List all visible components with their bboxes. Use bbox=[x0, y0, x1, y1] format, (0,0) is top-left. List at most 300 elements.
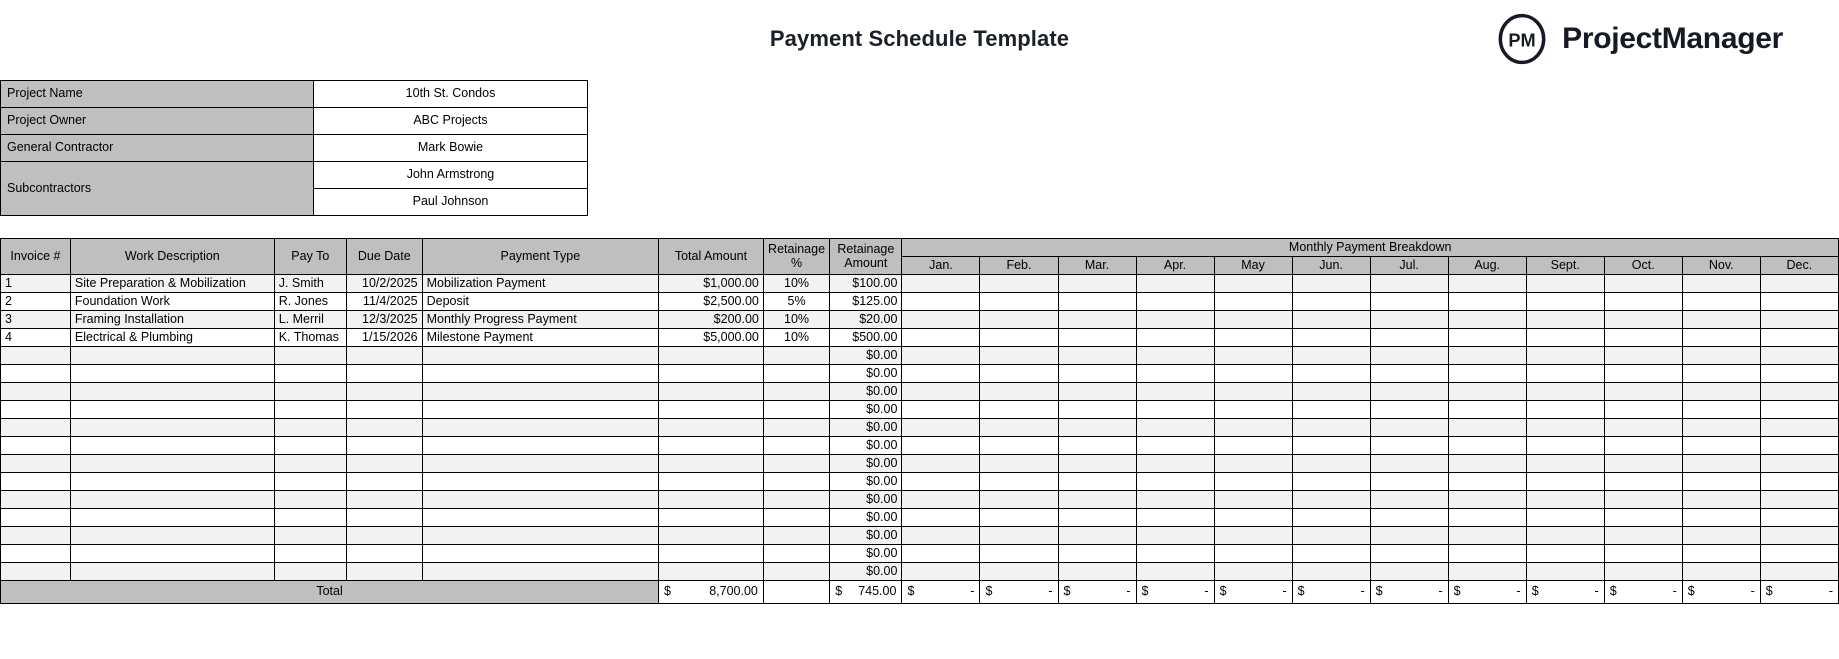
monthly-payment-cell[interactable] bbox=[1292, 491, 1370, 509]
monthly-payment-cell[interactable] bbox=[902, 365, 980, 383]
total-amount-cell[interactable] bbox=[659, 545, 764, 563]
monthly-payment-cell[interactable] bbox=[1682, 437, 1760, 455]
monthly-payment-cell[interactable] bbox=[1526, 329, 1604, 347]
monthly-payment-cell[interactable] bbox=[1136, 419, 1214, 437]
monthly-payment-cell[interactable] bbox=[1370, 419, 1448, 437]
monthly-payment-cell[interactable] bbox=[1526, 545, 1604, 563]
due-date-cell[interactable] bbox=[346, 527, 422, 545]
monthly-payment-cell[interactable] bbox=[902, 473, 980, 491]
retainage-percent-cell[interactable]: 10% bbox=[763, 311, 829, 329]
monthly-payment-cell[interactable] bbox=[1448, 401, 1526, 419]
monthly-payment-cell[interactable] bbox=[1136, 365, 1214, 383]
total-amount-cell[interactable] bbox=[659, 491, 764, 509]
monthly-payment-cell[interactable] bbox=[1292, 563, 1370, 581]
payment-type-cell[interactable]: Milestone Payment bbox=[422, 329, 658, 347]
monthly-payment-cell[interactable] bbox=[1214, 545, 1292, 563]
monthly-payment-cell[interactable] bbox=[1214, 311, 1292, 329]
total-amount-cell[interactable]: $200.00 bbox=[659, 311, 764, 329]
monthly-payment-cell[interactable] bbox=[1292, 293, 1370, 311]
monthly-payment-cell[interactable] bbox=[1682, 293, 1760, 311]
payment-type-cell[interactable] bbox=[422, 509, 658, 527]
retainage-percent-cell[interactable] bbox=[763, 383, 829, 401]
monthly-payment-cell[interactable] bbox=[1136, 545, 1214, 563]
retainage-amount-cell[interactable]: $0.00 bbox=[830, 563, 902, 581]
monthly-payment-cell[interactable] bbox=[980, 365, 1058, 383]
monthly-payment-cell[interactable] bbox=[1526, 383, 1604, 401]
monthly-payment-cell[interactable] bbox=[1604, 401, 1682, 419]
monthly-payment-cell[interactable] bbox=[1058, 509, 1136, 527]
invoice-cell[interactable] bbox=[1, 347, 71, 365]
monthly-payment-cell[interactable] bbox=[1292, 401, 1370, 419]
monthly-payment-cell[interactable] bbox=[1760, 311, 1838, 329]
due-date-cell[interactable]: 10/2/2025 bbox=[346, 275, 422, 293]
work-description-cell[interactable] bbox=[70, 509, 274, 527]
due-date-cell[interactable] bbox=[346, 365, 422, 383]
monthly-payment-cell[interactable] bbox=[1292, 365, 1370, 383]
payment-type-cell[interactable] bbox=[422, 563, 658, 581]
retainage-percent-cell[interactable] bbox=[763, 491, 829, 509]
monthly-payment-cell[interactable] bbox=[1604, 491, 1682, 509]
monthly-payment-cell[interactable] bbox=[1526, 293, 1604, 311]
pay-to-cell[interactable] bbox=[274, 491, 346, 509]
monthly-payment-cell[interactable] bbox=[1136, 473, 1214, 491]
monthly-payment-cell[interactable] bbox=[1760, 473, 1838, 491]
monthly-payment-cell[interactable] bbox=[1760, 437, 1838, 455]
monthly-payment-cell[interactable] bbox=[1214, 455, 1292, 473]
monthly-payment-cell[interactable] bbox=[980, 545, 1058, 563]
monthly-payment-cell[interactable] bbox=[980, 491, 1058, 509]
total-amount-cell[interactable] bbox=[659, 401, 764, 419]
monthly-payment-cell[interactable] bbox=[1370, 347, 1448, 365]
monthly-payment-cell[interactable] bbox=[1370, 545, 1448, 563]
monthly-payment-cell[interactable] bbox=[1058, 293, 1136, 311]
invoice-cell[interactable]: 2 bbox=[1, 293, 71, 311]
pay-to-cell[interactable]: J. Smith bbox=[274, 275, 346, 293]
monthly-payment-cell[interactable] bbox=[902, 491, 980, 509]
monthly-payment-cell[interactable] bbox=[1292, 509, 1370, 527]
work-description-cell[interactable] bbox=[70, 491, 274, 509]
pay-to-cell[interactable] bbox=[274, 383, 346, 401]
monthly-payment-cell[interactable] bbox=[1292, 527, 1370, 545]
monthly-payment-cell[interactable] bbox=[1058, 329, 1136, 347]
pay-to-cell[interactable]: L. Merril bbox=[274, 311, 346, 329]
monthly-payment-cell[interactable] bbox=[902, 383, 980, 401]
monthly-payment-cell[interactable] bbox=[902, 545, 980, 563]
due-date-cell[interactable] bbox=[346, 509, 422, 527]
monthly-payment-cell[interactable] bbox=[1682, 455, 1760, 473]
total-amount-cell[interactable] bbox=[659, 509, 764, 527]
invoice-cell[interactable] bbox=[1, 401, 71, 419]
monthly-payment-cell[interactable] bbox=[1058, 383, 1136, 401]
subcontractor-value-1[interactable]: John Armstrong bbox=[314, 162, 588, 189]
monthly-payment-cell[interactable] bbox=[1526, 311, 1604, 329]
payment-type-cell[interactable] bbox=[422, 401, 658, 419]
monthly-payment-cell[interactable] bbox=[1760, 419, 1838, 437]
monthly-payment-cell[interactable] bbox=[1682, 275, 1760, 293]
monthly-payment-cell[interactable] bbox=[1058, 311, 1136, 329]
monthly-payment-cell[interactable] bbox=[1292, 419, 1370, 437]
work-description-cell[interactable] bbox=[70, 401, 274, 419]
project-name-value[interactable]: 10th St. Condos bbox=[314, 81, 588, 108]
monthly-payment-cell[interactable] bbox=[1370, 455, 1448, 473]
monthly-payment-cell[interactable] bbox=[1682, 365, 1760, 383]
work-description-cell[interactable] bbox=[70, 365, 274, 383]
invoice-cell[interactable]: 3 bbox=[1, 311, 71, 329]
retainage-amount-cell[interactable]: $0.00 bbox=[830, 437, 902, 455]
monthly-payment-cell[interactable] bbox=[1682, 491, 1760, 509]
monthly-payment-cell[interactable] bbox=[1136, 311, 1214, 329]
total-amount-cell[interactable]: $2,500.00 bbox=[659, 293, 764, 311]
retainage-amount-cell[interactable]: $0.00 bbox=[830, 509, 902, 527]
retainage-amount-cell[interactable]: $0.00 bbox=[830, 365, 902, 383]
monthly-payment-cell[interactable] bbox=[1214, 473, 1292, 491]
monthly-payment-cell[interactable] bbox=[980, 419, 1058, 437]
monthly-payment-cell[interactable] bbox=[1526, 401, 1604, 419]
monthly-payment-cell[interactable] bbox=[1136, 455, 1214, 473]
monthly-payment-cell[interactable] bbox=[980, 275, 1058, 293]
monthly-payment-cell[interactable] bbox=[902, 275, 980, 293]
monthly-payment-cell[interactable] bbox=[1760, 527, 1838, 545]
monthly-payment-cell[interactable] bbox=[980, 347, 1058, 365]
monthly-payment-cell[interactable] bbox=[1292, 347, 1370, 365]
monthly-payment-cell[interactable] bbox=[1136, 329, 1214, 347]
monthly-payment-cell[interactable] bbox=[1214, 527, 1292, 545]
invoice-cell[interactable] bbox=[1, 437, 71, 455]
monthly-payment-cell[interactable] bbox=[1604, 311, 1682, 329]
monthly-payment-cell[interactable] bbox=[1058, 527, 1136, 545]
monthly-payment-cell[interactable] bbox=[1214, 293, 1292, 311]
pay-to-cell[interactable] bbox=[274, 527, 346, 545]
work-description-cell[interactable] bbox=[70, 473, 274, 491]
retainage-amount-cell[interactable]: $100.00 bbox=[830, 275, 902, 293]
total-amount-cell[interactable] bbox=[659, 473, 764, 491]
due-date-cell[interactable] bbox=[346, 437, 422, 455]
total-amount-cell[interactable] bbox=[659, 383, 764, 401]
invoice-cell[interactable]: 4 bbox=[1, 329, 71, 347]
work-description-cell[interactable]: Site Preparation & Mobilization bbox=[70, 275, 274, 293]
monthly-payment-cell[interactable] bbox=[1448, 455, 1526, 473]
payment-type-cell[interactable] bbox=[422, 347, 658, 365]
monthly-payment-cell[interactable] bbox=[1604, 509, 1682, 527]
monthly-payment-cell[interactable] bbox=[1370, 491, 1448, 509]
retainage-amount-cell[interactable]: $0.00 bbox=[830, 401, 902, 419]
retainage-percent-cell[interactable] bbox=[763, 545, 829, 563]
monthly-payment-cell[interactable] bbox=[1214, 275, 1292, 293]
monthly-payment-cell[interactable] bbox=[1292, 473, 1370, 491]
monthly-payment-cell[interactable] bbox=[1448, 293, 1526, 311]
retainage-percent-cell[interactable] bbox=[763, 437, 829, 455]
monthly-payment-cell[interactable] bbox=[1604, 527, 1682, 545]
monthly-payment-cell[interactable] bbox=[1604, 545, 1682, 563]
monthly-payment-cell[interactable] bbox=[1760, 509, 1838, 527]
total-amount-cell[interactable] bbox=[659, 563, 764, 581]
monthly-payment-cell[interactable] bbox=[1058, 365, 1136, 383]
payment-type-cell[interactable] bbox=[422, 437, 658, 455]
invoice-cell[interactable] bbox=[1, 563, 71, 581]
total-amount-cell[interactable]: $5,000.00 bbox=[659, 329, 764, 347]
monthly-payment-cell[interactable] bbox=[980, 563, 1058, 581]
retainage-amount-cell[interactable]: $0.00 bbox=[830, 527, 902, 545]
monthly-payment-cell[interactable] bbox=[902, 347, 980, 365]
monthly-payment-cell[interactable] bbox=[980, 293, 1058, 311]
monthly-payment-cell[interactable] bbox=[1448, 563, 1526, 581]
monthly-payment-cell[interactable] bbox=[1214, 329, 1292, 347]
monthly-payment-cell[interactable] bbox=[1526, 365, 1604, 383]
monthly-payment-cell[interactable] bbox=[980, 527, 1058, 545]
monthly-payment-cell[interactable] bbox=[1448, 419, 1526, 437]
monthly-payment-cell[interactable] bbox=[1526, 491, 1604, 509]
retainage-amount-cell[interactable]: $0.00 bbox=[830, 419, 902, 437]
monthly-payment-cell[interactable] bbox=[1526, 419, 1604, 437]
monthly-payment-cell[interactable] bbox=[1760, 401, 1838, 419]
monthly-payment-cell[interactable] bbox=[1214, 437, 1292, 455]
monthly-payment-cell[interactable] bbox=[1604, 293, 1682, 311]
monthly-payment-cell[interactable] bbox=[1214, 419, 1292, 437]
monthly-payment-cell[interactable] bbox=[1370, 365, 1448, 383]
due-date-cell[interactable] bbox=[346, 563, 422, 581]
pay-to-cell[interactable]: K. Thomas bbox=[274, 329, 346, 347]
monthly-payment-cell[interactable] bbox=[1526, 563, 1604, 581]
subcontractor-value-2[interactable]: Paul Johnson bbox=[314, 189, 588, 216]
monthly-payment-cell[interactable] bbox=[1682, 473, 1760, 491]
monthly-payment-cell[interactable] bbox=[1214, 491, 1292, 509]
monthly-payment-cell[interactable] bbox=[902, 401, 980, 419]
work-description-cell[interactable] bbox=[70, 437, 274, 455]
monthly-payment-cell[interactable] bbox=[1058, 275, 1136, 293]
monthly-payment-cell[interactable] bbox=[1136, 347, 1214, 365]
retainage-percent-cell[interactable]: 10% bbox=[763, 275, 829, 293]
monthly-payment-cell[interactable] bbox=[1682, 383, 1760, 401]
total-amount-cell[interactable] bbox=[659, 455, 764, 473]
monthly-payment-cell[interactable] bbox=[1682, 545, 1760, 563]
monthly-payment-cell[interactable] bbox=[1526, 527, 1604, 545]
monthly-payment-cell[interactable] bbox=[980, 329, 1058, 347]
monthly-payment-cell[interactable] bbox=[1058, 419, 1136, 437]
monthly-payment-cell[interactable] bbox=[1604, 347, 1682, 365]
monthly-payment-cell[interactable] bbox=[1526, 455, 1604, 473]
monthly-payment-cell[interactable] bbox=[1682, 509, 1760, 527]
monthly-payment-cell[interactable] bbox=[1682, 527, 1760, 545]
retainage-percent-cell[interactable]: 5% bbox=[763, 293, 829, 311]
monthly-payment-cell[interactable] bbox=[1760, 563, 1838, 581]
monthly-payment-cell[interactable] bbox=[1058, 545, 1136, 563]
retainage-percent-cell[interactable] bbox=[763, 455, 829, 473]
monthly-payment-cell[interactable] bbox=[1448, 545, 1526, 563]
pay-to-cell[interactable] bbox=[274, 365, 346, 383]
monthly-payment-cell[interactable] bbox=[1214, 383, 1292, 401]
payment-type-cell[interactable] bbox=[422, 383, 658, 401]
pay-to-cell[interactable] bbox=[274, 347, 346, 365]
due-date-cell[interactable] bbox=[346, 383, 422, 401]
retainage-percent-cell[interactable]: 10% bbox=[763, 329, 829, 347]
invoice-cell[interactable] bbox=[1, 491, 71, 509]
due-date-cell[interactable] bbox=[346, 401, 422, 419]
monthly-payment-cell[interactable] bbox=[1136, 509, 1214, 527]
monthly-payment-cell[interactable] bbox=[1292, 437, 1370, 455]
pay-to-cell[interactable] bbox=[274, 473, 346, 491]
monthly-payment-cell[interactable] bbox=[1292, 383, 1370, 401]
due-date-cell[interactable] bbox=[346, 455, 422, 473]
monthly-payment-cell[interactable] bbox=[1604, 365, 1682, 383]
invoice-cell[interactable] bbox=[1, 509, 71, 527]
work-description-cell[interactable] bbox=[70, 347, 274, 365]
monthly-payment-cell[interactable] bbox=[1292, 329, 1370, 347]
monthly-payment-cell[interactable] bbox=[1058, 491, 1136, 509]
monthly-payment-cell[interactable] bbox=[1058, 437, 1136, 455]
monthly-payment-cell[interactable] bbox=[1448, 311, 1526, 329]
monthly-payment-cell[interactable] bbox=[1058, 563, 1136, 581]
payment-type-cell[interactable]: Mobilization Payment bbox=[422, 275, 658, 293]
monthly-payment-cell[interactable] bbox=[1136, 293, 1214, 311]
monthly-payment-cell[interactable] bbox=[1370, 401, 1448, 419]
monthly-payment-cell[interactable] bbox=[1448, 275, 1526, 293]
work-description-cell[interactable]: Foundation Work bbox=[70, 293, 274, 311]
retainage-percent-cell[interactable] bbox=[763, 365, 829, 383]
payment-type-cell[interactable]: Monthly Progress Payment bbox=[422, 311, 658, 329]
monthly-payment-cell[interactable] bbox=[980, 473, 1058, 491]
retainage-amount-cell[interactable]: $0.00 bbox=[830, 383, 902, 401]
monthly-payment-cell[interactable] bbox=[1136, 527, 1214, 545]
pay-to-cell[interactable] bbox=[274, 509, 346, 527]
monthly-payment-cell[interactable] bbox=[902, 311, 980, 329]
monthly-payment-cell[interactable] bbox=[902, 455, 980, 473]
monthly-payment-cell[interactable] bbox=[1214, 563, 1292, 581]
pay-to-cell[interactable] bbox=[274, 419, 346, 437]
payment-type-cell[interactable] bbox=[422, 473, 658, 491]
payment-type-cell[interactable]: Deposit bbox=[422, 293, 658, 311]
monthly-payment-cell[interactable] bbox=[1136, 401, 1214, 419]
monthly-payment-cell[interactable] bbox=[1292, 545, 1370, 563]
monthly-payment-cell[interactable] bbox=[1370, 563, 1448, 581]
monthly-payment-cell[interactable] bbox=[1448, 527, 1526, 545]
monthly-payment-cell[interactable] bbox=[980, 401, 1058, 419]
general-contractor-value[interactable]: Mark Bowie bbox=[314, 135, 588, 162]
due-date-cell[interactable]: 12/3/2025 bbox=[346, 311, 422, 329]
monthly-payment-cell[interactable] bbox=[1370, 527, 1448, 545]
invoice-cell[interactable] bbox=[1, 419, 71, 437]
retainage-percent-cell[interactable] bbox=[763, 401, 829, 419]
invoice-cell[interactable]: 1 bbox=[1, 275, 71, 293]
payment-type-cell[interactable] bbox=[422, 365, 658, 383]
work-description-cell[interactable]: Framing Installation bbox=[70, 311, 274, 329]
monthly-payment-cell[interactable] bbox=[1214, 509, 1292, 527]
work-description-cell[interactable] bbox=[70, 563, 274, 581]
monthly-payment-cell[interactable] bbox=[1136, 563, 1214, 581]
monthly-payment-cell[interactable] bbox=[1604, 383, 1682, 401]
monthly-payment-cell[interactable] bbox=[980, 509, 1058, 527]
monthly-payment-cell[interactable] bbox=[1448, 329, 1526, 347]
due-date-cell[interactable] bbox=[346, 545, 422, 563]
invoice-cell[interactable] bbox=[1, 545, 71, 563]
due-date-cell[interactable] bbox=[346, 491, 422, 509]
monthly-payment-cell[interactable] bbox=[1292, 275, 1370, 293]
monthly-payment-cell[interactable] bbox=[1760, 347, 1838, 365]
monthly-payment-cell[interactable] bbox=[902, 509, 980, 527]
payment-type-cell[interactable] bbox=[422, 527, 658, 545]
monthly-payment-cell[interactable] bbox=[1370, 437, 1448, 455]
monthly-payment-cell[interactable] bbox=[1370, 509, 1448, 527]
monthly-payment-cell[interactable] bbox=[1370, 329, 1448, 347]
monthly-payment-cell[interactable] bbox=[980, 437, 1058, 455]
pay-to-cell[interactable] bbox=[274, 563, 346, 581]
monthly-payment-cell[interactable] bbox=[1604, 275, 1682, 293]
monthly-payment-cell[interactable] bbox=[1448, 365, 1526, 383]
monthly-payment-cell[interactable] bbox=[1604, 437, 1682, 455]
monthly-payment-cell[interactable] bbox=[1214, 365, 1292, 383]
due-date-cell[interactable] bbox=[346, 473, 422, 491]
monthly-payment-cell[interactable] bbox=[1760, 275, 1838, 293]
pay-to-cell[interactable] bbox=[274, 455, 346, 473]
monthly-payment-cell[interactable] bbox=[980, 311, 1058, 329]
pay-to-cell[interactable]: R. Jones bbox=[274, 293, 346, 311]
retainage-amount-cell[interactable]: $0.00 bbox=[830, 545, 902, 563]
due-date-cell[interactable]: 11/4/2025 bbox=[346, 293, 422, 311]
monthly-payment-cell[interactable] bbox=[1292, 311, 1370, 329]
monthly-payment-cell[interactable] bbox=[1136, 275, 1214, 293]
monthly-payment-cell[interactable] bbox=[1526, 509, 1604, 527]
work-description-cell[interactable] bbox=[70, 545, 274, 563]
monthly-payment-cell[interactable] bbox=[1682, 347, 1760, 365]
pay-to-cell[interactable] bbox=[274, 401, 346, 419]
retainage-amount-cell[interactable]: $0.00 bbox=[830, 347, 902, 365]
monthly-payment-cell[interactable] bbox=[1370, 473, 1448, 491]
total-amount-cell[interactable] bbox=[659, 365, 764, 383]
monthly-payment-cell[interactable] bbox=[1760, 365, 1838, 383]
monthly-payment-cell[interactable] bbox=[1760, 329, 1838, 347]
due-date-cell[interactable] bbox=[346, 419, 422, 437]
retainage-amount-cell[interactable]: $0.00 bbox=[830, 455, 902, 473]
total-amount-cell[interactable] bbox=[659, 419, 764, 437]
due-date-cell[interactable] bbox=[346, 347, 422, 365]
retainage-amount-cell[interactable]: $500.00 bbox=[830, 329, 902, 347]
retainage-percent-cell[interactable] bbox=[763, 347, 829, 365]
monthly-payment-cell[interactable] bbox=[980, 383, 1058, 401]
work-description-cell[interactable] bbox=[70, 419, 274, 437]
retainage-percent-cell[interactable] bbox=[763, 563, 829, 581]
monthly-payment-cell[interactable] bbox=[1604, 563, 1682, 581]
monthly-payment-cell[interactable] bbox=[1448, 491, 1526, 509]
monthly-payment-cell[interactable] bbox=[1058, 473, 1136, 491]
retainage-percent-cell[interactable] bbox=[763, 509, 829, 527]
retainage-amount-cell[interactable]: $20.00 bbox=[830, 311, 902, 329]
due-date-cell[interactable]: 1/15/2026 bbox=[346, 329, 422, 347]
monthly-payment-cell[interactable] bbox=[1448, 473, 1526, 491]
invoice-cell[interactable] bbox=[1, 527, 71, 545]
project-owner-value[interactable]: ABC Projects bbox=[314, 108, 588, 135]
monthly-payment-cell[interactable] bbox=[902, 527, 980, 545]
monthly-payment-cell[interactable] bbox=[1448, 383, 1526, 401]
invoice-cell[interactable] bbox=[1, 455, 71, 473]
monthly-payment-cell[interactable] bbox=[902, 419, 980, 437]
work-description-cell[interactable] bbox=[70, 455, 274, 473]
work-description-cell[interactable] bbox=[70, 527, 274, 545]
monthly-payment-cell[interactable] bbox=[1448, 437, 1526, 455]
monthly-payment-cell[interactable] bbox=[1214, 347, 1292, 365]
monthly-payment-cell[interactable] bbox=[1604, 329, 1682, 347]
invoice-cell[interactable] bbox=[1, 383, 71, 401]
retainage-amount-cell[interactable]: $0.00 bbox=[830, 473, 902, 491]
monthly-payment-cell[interactable] bbox=[1292, 455, 1370, 473]
payment-type-cell[interactable] bbox=[422, 455, 658, 473]
monthly-payment-cell[interactable] bbox=[980, 455, 1058, 473]
monthly-payment-cell[interactable] bbox=[1526, 347, 1604, 365]
monthly-payment-cell[interactable] bbox=[1448, 347, 1526, 365]
retainage-percent-cell[interactable] bbox=[763, 527, 829, 545]
retainage-amount-cell[interactable]: $125.00 bbox=[830, 293, 902, 311]
monthly-payment-cell[interactable] bbox=[902, 329, 980, 347]
monthly-payment-cell[interactable] bbox=[1682, 401, 1760, 419]
monthly-payment-cell[interactable] bbox=[1448, 509, 1526, 527]
